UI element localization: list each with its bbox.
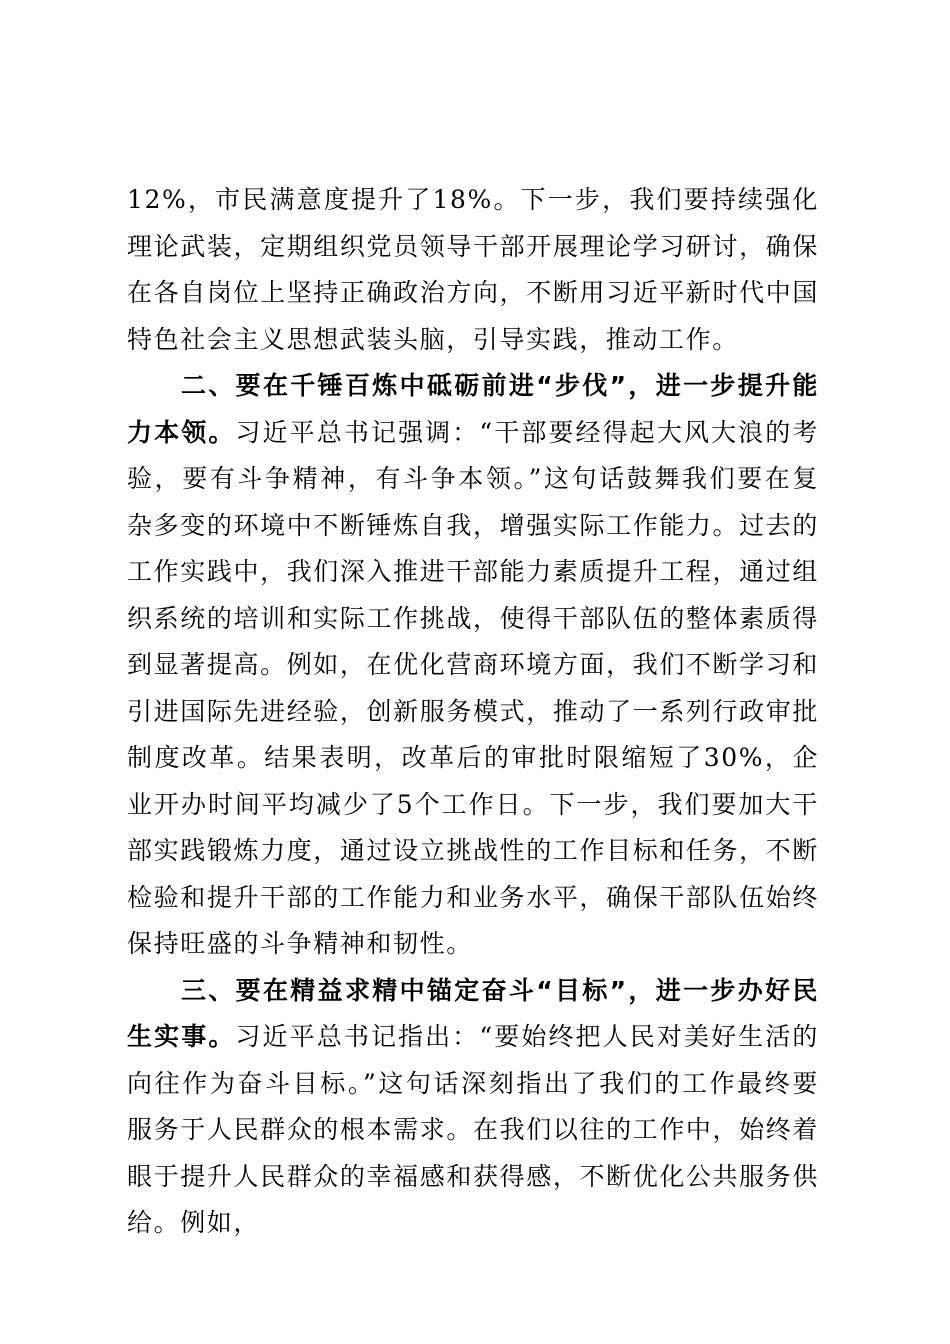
paragraph-section-two bbox=[127, 363, 819, 968]
paragraph-body: 12%，市民满意度提升了18%。下一步，我们要持续强化理论武装，定期组织党员领导干部开展理论学习研讨，确保在各自岗位上坚持正确政治方向，不断用习近平新时代中国特色社会主义思想武装头脑，引导实践，推动工作。 bbox=[127, 185, 819, 354]
paragraph-body: 习近平总书记指出：“要始终把人民对美好生活的向往作为奋斗目标。”这句话深刻指出了我们的工作最终要服务于人民群众的根本需求。在我们以往的工作中，始终着眼于提升人民群众的幸福感和获得感，不断优化公共服务供给。例如， bbox=[127, 1022, 819, 1237]
section-heading: 三、要在精益求精中锚定奋斗“目标”，进一步办好民生实事。 bbox=[127, 975, 819, 1051]
document-body bbox=[127, 177, 819, 1247]
paragraph-section-three bbox=[127, 968, 819, 1247]
section-heading: 二、要在千锤百炼中砥砺前进“步伐”，进一步提升能力本领。 bbox=[127, 371, 819, 447]
paragraph-body: 习近平总书记强调：“干部要经得起大风大浪的考验，要有斗争精神，有斗争本领。”这句话鼓舞我们要在复杂多变的环境中不断锤炼自我，增强实际工作能力。过去的工作实践中，我们深入推进干部能力素质提升工程，通过组织系统的培训和实际工作挑战，使得干部队伍的整体素质得到显著提高。例如，在优化营商环境方面，我们不断学习和引进国际先进经验，创新服务模式，推动了一系列行政审批制度改革。结果表明，改革后的审批时限缩短了30%，企业开办时间平均减少了5个工作日。下一步，我们要加大干部实践锻炼力度，通过设立挑战性的工作目标和任务，不断检验和提升干部的工作能力和业务水平，确保干部队伍始终保持旺盛的斗争精神和韧性。 bbox=[127, 417, 819, 958]
paragraph-continuation bbox=[127, 177, 819, 363]
